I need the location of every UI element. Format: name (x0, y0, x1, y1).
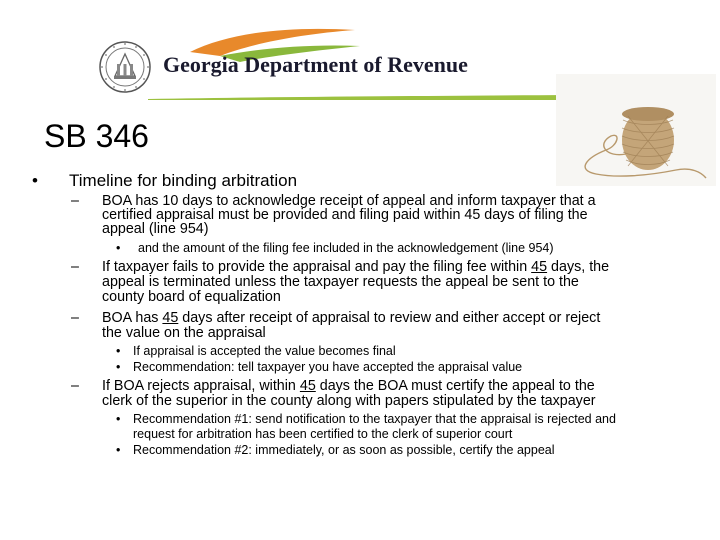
dot-marker: • (116, 344, 121, 358)
item-3-line-1: BOA has 45 days after receipt of appraisal to review and either accept or reject (102, 310, 601, 326)
slide-title: SB 346 (44, 118, 149, 154)
item-3-line-2: the value on the appraisal (102, 325, 266, 341)
item-4-line-1: If BOA rejects appraisal, within 45 days the BOA must certify the appeal to the (102, 378, 595, 394)
item-2-line-2: appeal is terminated unless the taxpayer requests the appeal be sent to the (102, 274, 579, 290)
bullet-text: Timeline for binding arbitration (69, 171, 298, 190)
organization-name: Georgia Department of Revenue (163, 52, 468, 77)
item-1-line-2: certified appraisal must be provided and filing paid within 45 days of filing the (102, 207, 588, 223)
item-1-line-1: BOA has 10 days to acknowledge receipt of appeal and inform taxpayer that a (102, 193, 596, 209)
underlined-days: 45 (299, 378, 316, 394)
item-2-line-3: county board of equalization (102, 289, 281, 305)
item-3-sub-2: Recommendation: tell taxpayer you have accepted the appraisal value (133, 360, 523, 374)
underlined-days: 45 (531, 259, 548, 275)
item-4-line-2: clerk of the superior in the county along with papers stipulated by the taxpayer (102, 393, 596, 409)
dash-marker: – (71, 259, 79, 275)
underlined-days: 45 (162, 310, 179, 326)
dot-marker: • (116, 443, 121, 457)
item-4-sub-2: Recommendation #2: immediately, or as soon as possible, certify the appeal (133, 443, 555, 457)
item-1-sub-1: and the amount of the filing fee included in the acknowledgement (line 954) (138, 241, 554, 255)
item-2-line-1: If taxpayer fails to provide the appraisal and pay the filing fee within 45 days, the (102, 259, 610, 275)
item-4-sub-1-line-1: Recommendation #1: send notification to the taxpayer that the appraisal is rejected and (133, 412, 616, 426)
item-4-sub-1-line-2: request for arbitration has been certified to the clerk of superior court (133, 427, 513, 441)
slide-header (0, 0, 720, 110)
header-rule (148, 95, 568, 101)
bullet-marker: • (32, 171, 38, 190)
item-1-line-3: appeal (line 954) (102, 221, 209, 237)
dot-marker: • (116, 241, 121, 255)
twine-spool-image (556, 74, 716, 186)
item-3-sub-1: If appraisal is accepted the value becomes final (133, 344, 396, 358)
dash-marker: – (71, 310, 79, 326)
dash-marker: – (71, 193, 79, 209)
dot-marker: • (116, 360, 121, 374)
dash-marker: – (71, 378, 79, 394)
georgia-state-seal-icon (98, 40, 152, 94)
dot-marker: • (116, 412, 121, 426)
